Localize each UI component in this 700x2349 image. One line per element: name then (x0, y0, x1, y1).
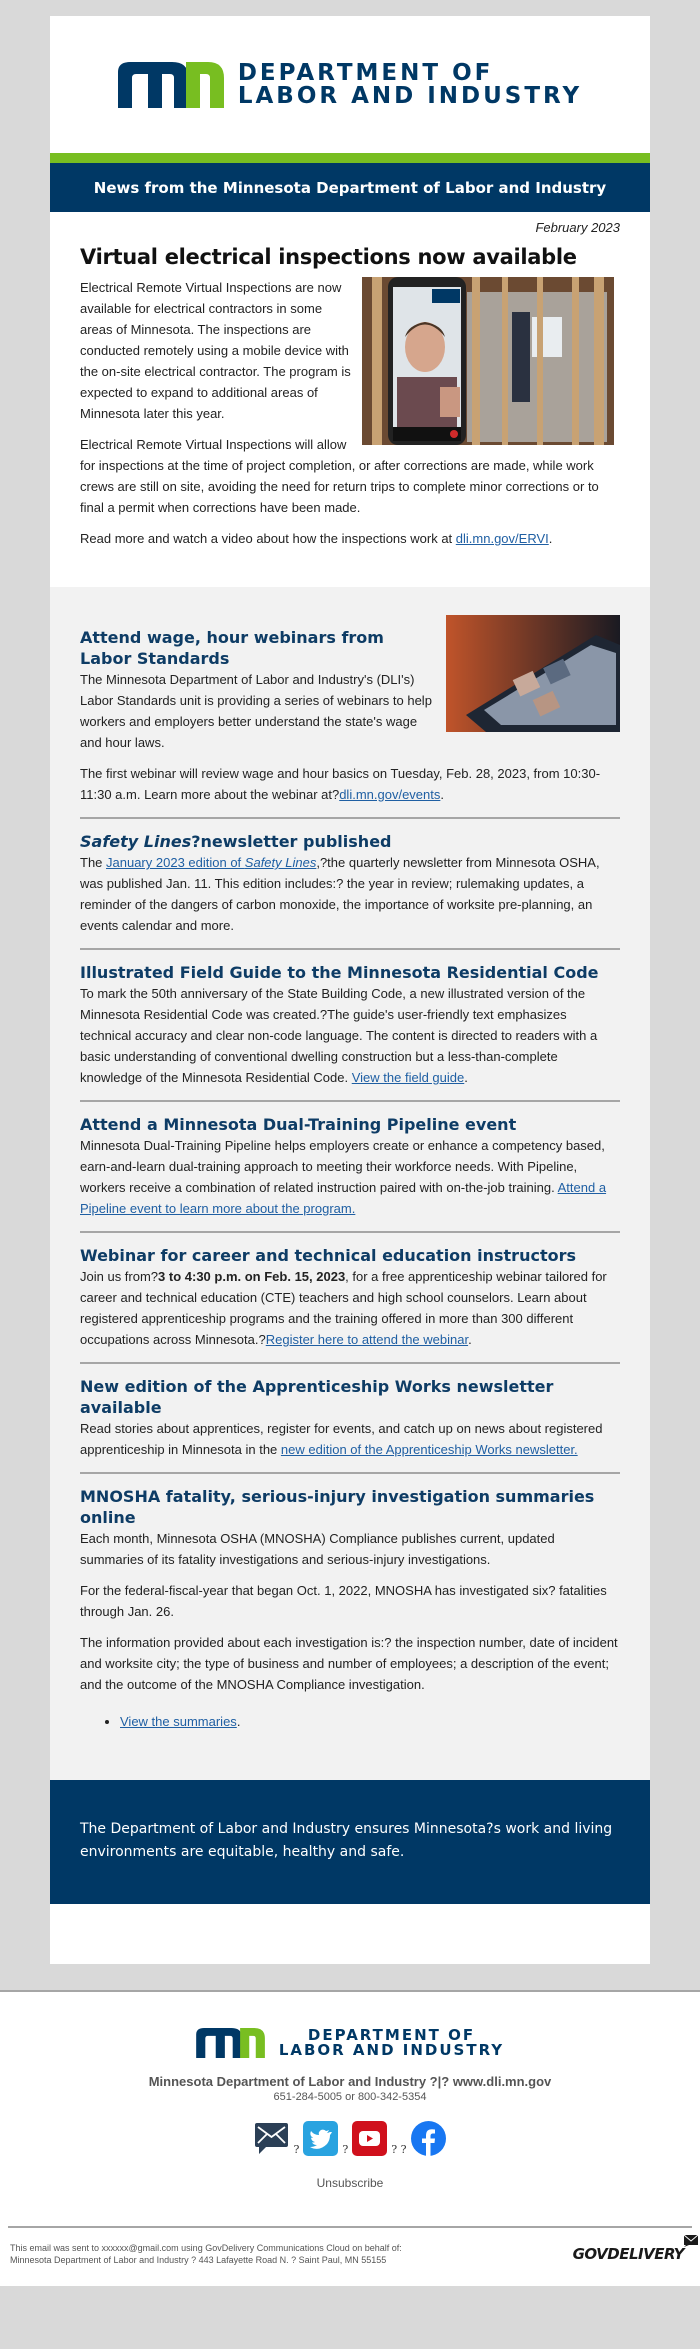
article-title: Illustrated Field Guide to the Minnesota Residential Code (80, 963, 599, 982)
mn-logo-icon (196, 2028, 265, 2058)
lead-article-title: Virtual electrical inspections now available (80, 245, 577, 269)
facebook-icon[interactable] (411, 2121, 446, 2156)
issue-date: February 2023 (535, 220, 620, 235)
govdelivery-envelope-icon (684, 2235, 698, 2247)
ervi-link[interactable]: dli.mn.gov/ERVI (455, 531, 549, 546)
article-paragraph: The first webinar will review wage and hour basics on Tuesday, Feb. 28, 2023, from 10:30-11:30 a.m. Learn more about the webinar at?dli.mn.gov/events. (80, 766, 601, 802)
article-title: Attend a Minnesota Dual-Training Pipeline event (80, 1115, 517, 1134)
field-guide-link[interactable]: View the field guide (351, 1070, 465, 1085)
unsubscribe-link[interactable]: Unsubscribe (316, 2176, 384, 2190)
footer-phone-line: 651-284-5005 or 800-342-5354 (273, 2091, 427, 2103)
footer (0, 1990, 700, 2286)
article-paragraph: Minnesota Dual-Training Pipeline helps employers create or enhance a competency based, earn-and-learn dual-training approach to meeting their workforce needs. With Pipeline, workers receive a combination of related instruction paired with on-the-job training. Attend a Pipeline event to learn more about the program. (80, 1138, 607, 1216)
article-paragraph: The information provided about each investigation is:? the inspection number, date of incident and worksite city; the type of business and number of employees; a description of the event; and the outcome of the MNOSHA Compliance investigation. (80, 1635, 618, 1692)
article-field-guide (80, 950, 620, 1102)
legal-footer (0, 2228, 700, 2286)
safety-lines-link[interactable]: January 2023 edition of Safety Lines (106, 855, 317, 870)
govdelivery-logo[interactable]: GOVDELIVERY (573, 2245, 690, 2263)
article-title: MNOSHA fatality, serious-injury investigation summaries online (80, 1487, 595, 1527)
lead-paragraph-2: Electrical Remote Virtual Inspections will allow for inspections at the time of project completion, or after corrections are made, while work crews are still on site, avoiding the need for return trips to complete minor corrections or to final a permit when corrections have been made. (80, 437, 599, 515)
webinar-laptop-photo (446, 615, 620, 732)
article-title: New edition of the Apprenticeship Works newsletter available (80, 1377, 554, 1417)
lead-paragraph-1: Electrical Remote Virtual Inspections are now available for electrical contractors in some areas of Minnesota. The inspections are conducted remotely using a mobile device with the on-site electrical contractor. The program is expected to expand to additional areas of Minnesota later this year. (80, 280, 351, 421)
article-apprenticeship-works (80, 1364, 620, 1474)
lead-article-photo (362, 277, 614, 445)
green-accent-band (50, 153, 650, 163)
article-paragraph: Join us from?3 to 4:30 p.m. on Feb. 15, 2023, for a free apprenticeship webinar tailored for career and technical education (CTE) teachers and high school counselors. Learn about registered apprenticeship programs and the training offered in more than 300 different occupations across Minnesota.?Register here to attend the webinar. (80, 1269, 607, 1347)
newsletter-card (50, 16, 650, 1964)
social-separator: ? ? (391, 2143, 407, 2156)
footer-org-line: Minnesota Department of Labor and Industry ?|? www.dli.mn.gov (148, 2074, 552, 2089)
banner-title: News from the Minnesota Department of Labor and Industry (50, 163, 650, 212)
social-links (0, 2121, 700, 2156)
footer-dli-logo[interactable] (0, 2028, 700, 2058)
article-dual-training-pipeline (80, 1102, 620, 1233)
social-separator: ? (293, 2143, 300, 2156)
pipeline-event-link[interactable]: Attend a Pipeline event to learn more about the program. (80, 1180, 607, 1216)
email-subscribe-icon[interactable] (254, 2121, 289, 2156)
youtube-icon[interactable] (352, 2121, 387, 2156)
article-paragraph: The January 2023 edition of Safety Lines,?the quarterly newsletter from Minnesota OSHA, was published Jan. 11. This edition includes:? the year in review; rulemaking updates, a reminder of the dangers of carbon monoxide, the importance of worksite pre-planning, an events calendar and more. (80, 855, 600, 933)
article-title: Attend wage, hour webinars from Labor Standards (80, 628, 384, 668)
article-title: Webinar for career and technical education instructors (80, 1246, 576, 1265)
lead-paragraph-3: Read more and watch a video about how the inspections work at dli.mn.gov/ERVI. (80, 531, 553, 546)
header-logo-area (50, 16, 650, 153)
apprenticeship-newsletter-link[interactable]: new edition of the Apprenticeship Works newsletter. (280, 1442, 578, 1457)
register-webinar-link[interactable]: Register here to attend the webinar (265, 1332, 469, 1347)
article-paragraph: To mark the 50th anniversary of the State Building Code, a new illustrated version of the Minnesota Residential Code was created.?The guide's user-friendly text emphasizes technical accuracy and clear non-code language. The content is directed to readers with a basic understanding of conventional dwelling construction but a less-than-complete knowledge of the Minnesota Residential Code. View the field guide. (80, 986, 598, 1085)
view-summaries-link[interactable]: View the summaries (120, 1714, 237, 1729)
mn-logo-icon (118, 62, 224, 108)
article-mnosha-summaries (80, 1474, 620, 1744)
logo-wordmark: DEPARTMENT OF LABOR AND INDUSTRY (278, 2026, 505, 2059)
article-paragraph: Each month, Minnesota OSHA (MNOSHA) Compliance publishes current, updated summaries of its fatality investigations and serious-injury investigations. (80, 1531, 555, 1567)
article-paragraph: The Minnesota Department of Labor and Industry's (DLI's) Labor Standards unit is providing a series of webinars to help workers and employers better understand the state's wage and hour laws. (80, 672, 432, 750)
card-bottom-spacer (50, 1904, 650, 1964)
legal-text: This email was sent to xxxxxx@gmail.com using GovDelivery Communications Cloud on behalf of: Minnesota Department of Labor and Industry ? 443 Lafayette Road N. ? Saint Paul, MN 55155 (10, 2243, 402, 2265)
events-link[interactable]: dli.mn.gov/events (339, 787, 441, 802)
logo-wordmark (237, 59, 583, 109)
article-cte-webinar (80, 1233, 620, 1364)
mission-statement: The Department of Labor and Industry ensures Minnesota?s work and living environments are equitable, healthy and safe. (50, 1780, 650, 1904)
outer-top-margin (0, 0, 700, 16)
article-paragraph: Read stories about apprentices, register for events, and catch up on news about registered apprenticeship in Minnesota in the new edition of the Apprenticeship Works newsletter. (80, 1421, 603, 1457)
article-paragraph: For the federal-fiscal-year that began Oct. 1, 2022, MNOSHA has investigated six? fatalities through Jan. 26. (80, 1583, 607, 1619)
news-articles-section (50, 587, 650, 1780)
article-title: Safety Lines?newsletter published (80, 832, 392, 851)
lead-article (50, 235, 650, 587)
twitter-icon[interactable] (303, 2121, 338, 2156)
outer-bottom-margin (0, 1964, 700, 1990)
list-item: • View the summaries. (120, 1711, 620, 1732)
summaries-list (120, 1711, 620, 1732)
logo-line-2: LABOR AND INDUSTRY (237, 82, 583, 109)
dli-logo[interactable] (118, 59, 583, 109)
article-safety-lines (80, 819, 620, 950)
article-wage-hour-webinars (80, 627, 620, 819)
social-separator: ? (342, 2143, 349, 2156)
logo-line-1: DEPARTMENT OF (237, 59, 494, 86)
